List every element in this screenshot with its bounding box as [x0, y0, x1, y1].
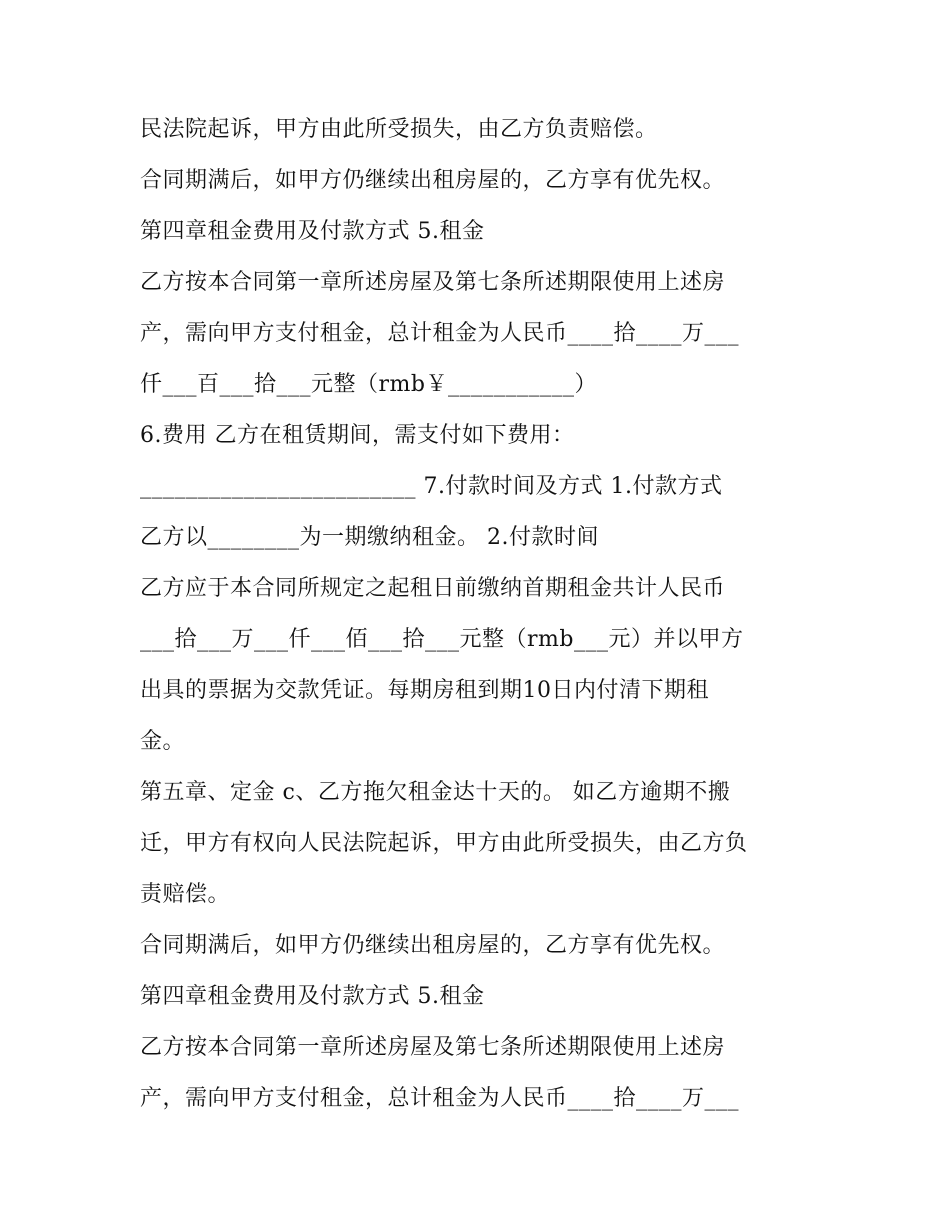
section-heading: 第四章租金费用及付款方式 5.租金 — [140, 219, 485, 244]
text-line: ___拾___万___仟___佰___拾___元整（rmb___元）并以甲方 — [140, 627, 744, 652]
text-line: 乙方按本合同第一章所述房屋及第七条所述期限使用上述房 — [140, 1035, 726, 1060]
text-line: 责赔偿。 — [140, 882, 231, 907]
text-line: 金。 — [140, 729, 186, 754]
document-body — [140, 104, 820, 1124]
text-line: 产，需向甲方支付租金，总计租金为人民币____拾____万___ — [140, 1086, 740, 1111]
text-line: 仟___百___拾___元整（rmb￥___________） — [140, 372, 597, 397]
text-line: ________________________ 7.付款时间及方式 1.付款方式 — [140, 474, 723, 499]
text-line: 产，需向甲方支付租金，总计租金为人民币____拾____万___ — [140, 321, 740, 346]
text-line: 民法院起诉，甲方由此所受损失，由乙方负责赔偿。 — [140, 117, 658, 142]
text-line: 合同期满后，如甲方仍继续出租房屋的，乙方享有优先权。 — [140, 168, 726, 193]
section-heading: 第四章租金费用及付款方式 5.租金 — [140, 984, 485, 1009]
section-heading: 第五章、定金 c、乙方拖欠租金达十天的。 如乙方逾期不搬 — [140, 780, 731, 805]
text-line: 6.费用 乙方在租赁期间，需支付如下费用： — [140, 423, 575, 448]
text-line: 迁，甲方有权向人民法院起诉，甲方由此所受损失，由乙方负 — [140, 831, 748, 856]
text-line: 乙方应于本合同所规定之起租日前缴纳首期租金共计人民币 — [140, 576, 726, 601]
text-line: 乙方按本合同第一章所述房屋及第七条所述期限使用上述房 — [140, 270, 726, 295]
text-line: 合同期满后，如甲方仍继续出租房屋的，乙方享有优先权。 — [140, 933, 726, 958]
text-line: 出具的票据为交款凭证。每期房租到期10日内付清下期租 — [140, 678, 709, 703]
text-line: 乙方以________为一期缴纳租金。 2.付款时间 — [140, 525, 599, 550]
